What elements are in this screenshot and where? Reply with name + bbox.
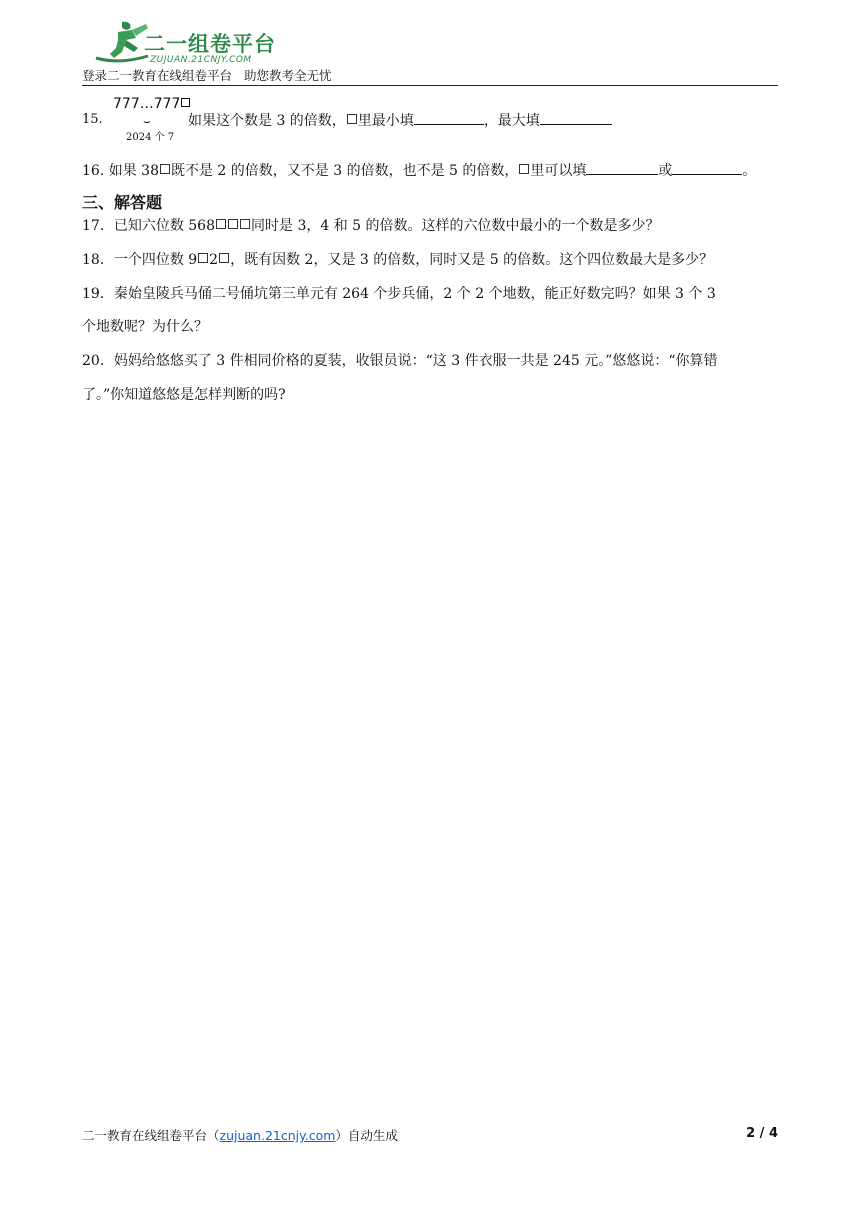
question-19-line-1: 19．秦始皇陵兵马俑二号俑坑第三单元有 264 个步兵俑，2 个 2 个地数，能正好数完吗？如果 3 个 3 (82, 286, 716, 302)
blank-box-icon (228, 219, 238, 229)
header-tagline (82, 66, 332, 84)
blank-box-icon (198, 253, 208, 263)
answer-blank[interactable] (414, 110, 484, 125)
blank-box-icon (240, 219, 250, 229)
blank-box-icon (219, 253, 229, 263)
logo-text: 二一组卷平台 (144, 32, 276, 56)
tagline-right: 助您教考全无忧 (244, 68, 332, 83)
answer-blank[interactable] (672, 160, 742, 175)
question-15-number: 15. (82, 112, 103, 127)
footer-link[interactable]: zujuan.21cnjy.com (219, 1128, 336, 1143)
question-16: 16. 如果 38 既不是 2 的倍数，又不是 3 的倍数，也不是 5 的倍数， 里可以填 或 。 (82, 160, 756, 181)
tagline-left: 登录二一教育在线组卷平台 (82, 68, 233, 83)
question-19-line-2: 个地数呢？为什么？ (82, 319, 208, 335)
underbrace-icon: ⌣ (143, 114, 151, 128)
question-15-underbrace-label: 2024 个 7 (126, 132, 175, 143)
footer-source: 二一教育在线组卷平台（zujuan.21cnjy.com）自动生成 (82, 1128, 398, 1143)
blank-box-icon (347, 114, 357, 124)
answer-blank[interactable] (586, 160, 658, 175)
blank-box-icon (519, 164, 529, 174)
platform-logo[interactable] (92, 18, 282, 66)
runner-logo-icon (92, 18, 152, 64)
blank-box-icon (181, 98, 190, 107)
question-17: 17．已知六位数 568 同时是 3，4 和 5 的倍数。这样的六位数中最小的一个数是多少？ (82, 218, 660, 234)
question-15-text: 如果这个数是 3 的倍数， 里最小填 ，最大填 (188, 110, 612, 130)
logo-url: ZUJUAN.21CNJY.COM (150, 55, 252, 65)
blank-box-icon (216, 219, 226, 229)
answer-blank[interactable] (540, 110, 612, 125)
page-number: 2 / 4 (746, 1126, 778, 1141)
blank-box-icon (160, 164, 170, 174)
section-title: 三、解答题 (82, 193, 163, 212)
question-15-digits: 777…777 (113, 96, 190, 112)
question-18: 18．一个四位数 9 2 ，既有因数 2，又是 3 的倍数，同时又是 5 的倍数。这个四位数最大是多少？ (82, 252, 714, 268)
question-20-line-1: 20．妈妈给悠悠买了 3 件相同价格的夏装，收银员说：“这 3 件衣服一共是 245 元。”悠悠说：“你算错 (82, 353, 718, 369)
question-20-line-2: 了。”你知道悠悠是怎样判断的吗? (82, 387, 286, 403)
header-divider (82, 85, 778, 86)
